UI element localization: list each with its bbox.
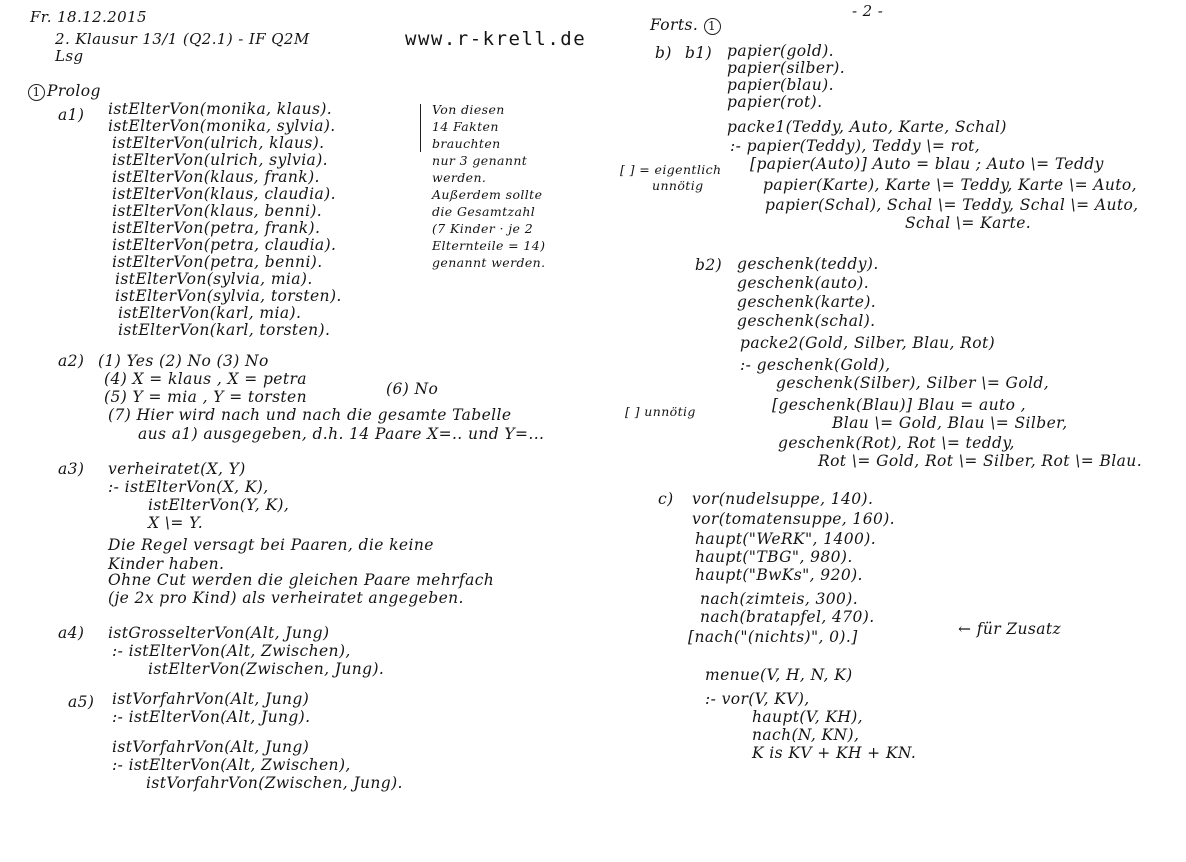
b2-line: packe2(Gold, Silber, Blau, Rot) — [740, 334, 996, 352]
continuation-heading — [650, 16, 723, 35]
b2-label: b2) — [695, 256, 723, 274]
a3-line: :- istElterVon(X, K), — [108, 478, 269, 496]
c-line: vor(tomatensuppe, 160). — [692, 510, 895, 528]
b2-line: [geschenk(Blau)] Blau = auto , — [772, 396, 1026, 414]
right-column — [600, 0, 1186, 862]
a1-fact: istElterVon(monika, klaus). — [108, 100, 333, 118]
b1-line: papier(Schal), Schal \= Teddy, Schal \= Auto, — [765, 196, 1139, 214]
c-line: :- vor(V, KV), — [705, 690, 810, 708]
b1-line: papier(rot). — [727, 93, 823, 111]
a1-note: 14 Fakten — [432, 119, 499, 134]
b2-line: geschenk(karte). — [737, 293, 877, 311]
a1-note: genannt werden. — [432, 255, 546, 270]
a3-line: Ohne Cut werden die gleichen Paare mehrfach — [108, 571, 495, 589]
a3-line: Kinder haben. — [108, 555, 225, 573]
a2-line: (7) Hier wird nach und nach die gesamte Tabelle — [108, 406, 512, 424]
c-line: haupt(V, KH), — [752, 708, 864, 726]
b1-note: [ ] = eigentlich — [620, 162, 722, 177]
exam-title: 2. Klausur 13/1 (Q2.1) - IF Q2M — [55, 30, 310, 48]
a4-label: a4) — [58, 624, 85, 642]
a3-line: istElterVon(Y, K), — [148, 496, 290, 514]
a5-line: :- istElterVon(Alt, Zwischen), — [112, 756, 351, 774]
b1-line: papier(silber). — [727, 59, 846, 77]
a1-fact: istElterVon(karl, torsten). — [118, 321, 331, 339]
a5-line: istVorfahrVon(Alt, Jung) — [112, 690, 310, 708]
b1-line: papier(Karte), Karte \= Teddy, Karte \= Auto, — [763, 176, 1137, 194]
a1-fact: istElterVon(klaus, benni). — [112, 202, 323, 220]
prolog-title: Prolog — [47, 82, 101, 100]
a4-line: :- istElterVon(Alt, Zwischen), — [112, 642, 351, 660]
a1-fact: istElterVon(petra, claudia). — [112, 236, 337, 254]
a1-note: die Gesamtzahl — [432, 204, 536, 219]
b2-line: geschenk(Rot), Rot \= teddy, — [778, 434, 1015, 452]
a2-line: (6) No — [386, 380, 439, 398]
a1-label: a1) — [58, 106, 85, 124]
a3-line: X \= Y. — [148, 514, 204, 532]
b2-note: [ ] unnötig — [625, 404, 696, 419]
prolog-heading — [28, 82, 101, 101]
b2-line: Blau \= Gold, Blau \= Silber, — [832, 414, 1068, 432]
exam-date: Fr. 18.12.2015 — [30, 8, 147, 26]
a3-line: (je 2x pro Kind) als verheiratet angegeben. — [108, 589, 464, 607]
c-line: nach(bratapfel, 470). — [700, 608, 875, 626]
website-url: www.r-krell.de — [405, 28, 587, 50]
a1-note: nur 3 genannt — [432, 153, 528, 168]
b2-line: Rot \= Gold, Rot \= Silber, Rot \= Blau. — [818, 452, 1143, 470]
a3-line: Die Regel versagt bei Paaren, die keine — [108, 536, 434, 554]
b2-line: geschenk(schal). — [737, 312, 876, 330]
c-line: menue(V, H, N, K) — [705, 666, 853, 684]
a3-line: verheiratet(X, Y) — [108, 460, 246, 478]
c-note: ← für Zusatz — [958, 620, 1062, 638]
a1-fact: istElterVon(ulrich, sylvia). — [112, 151, 328, 169]
c-line: nach(zimteis, 300). — [700, 590, 859, 608]
a2-line: (5) Y = mia , Y = torsten — [104, 388, 308, 406]
a1-note: (7 Kinder · je 2 — [432, 221, 534, 236]
c-line: K is KV + KH + KN. — [752, 744, 917, 762]
a1-note: Von diesen — [432, 102, 505, 117]
task-number-circle: 1 — [704, 18, 721, 35]
a1-fact: istElterVon(karl, mia). — [118, 304, 302, 322]
a5-line: :- istElterVon(Alt, Jung). — [112, 708, 311, 726]
a1-fact: istElterVon(klaus, frank). — [112, 168, 320, 186]
c-line: [nach("(nichts)", 0).] — [688, 628, 858, 646]
b1-line: :- papier(Teddy), Teddy \= rot, — [730, 137, 981, 155]
task-number-circle: 1 — [28, 84, 45, 101]
continuation-label: Forts. — [650, 16, 699, 34]
b2-line: :- geschenk(Gold), — [740, 356, 891, 374]
a5-label: a5) — [68, 693, 95, 711]
c-line: haupt("WeRK", 1400). — [695, 530, 877, 548]
b2-line: geschenk(Silber), Silber \= Gold, — [776, 374, 1050, 392]
c-label: c) — [658, 490, 674, 508]
a1-fact: istElterVon(sylvia, mia). — [115, 270, 313, 288]
c-line: haupt("BwKs", 920). — [695, 566, 863, 584]
a1-note: brauchten — [432, 136, 501, 151]
b1-line: packe1(Teddy, Auto, Karte, Schal) — [727, 118, 1007, 136]
a2-line: (1) Yes (2) No (3) No — [98, 352, 269, 370]
a2-line: aus a1) ausgegeben, d.h. 14 Paare X=.. und Y=... — [138, 425, 545, 443]
margin-bracket — [420, 104, 421, 152]
a5-line: istVorfahrVon(Alt, Jung) — [112, 738, 310, 756]
b1-line: papier(blau). — [727, 76, 834, 94]
b1-line: papier(gold). — [727, 42, 834, 60]
c-line: vor(nudelsuppe, 140). — [692, 490, 874, 508]
a1-fact: istElterVon(petra, frank). — [112, 219, 321, 237]
a2-label: a2) — [58, 352, 85, 370]
b1-label: b1) — [685, 44, 713, 62]
a1-fact: istElterVon(ulrich, klaus). — [112, 134, 325, 152]
a4-line: istElterVon(Zwischen, Jung). — [148, 660, 385, 678]
a1-note: Außerdem sollte — [432, 187, 543, 202]
a1-note: werden. — [432, 170, 487, 185]
c-line: haupt("TBG", 980). — [695, 548, 853, 566]
a1-fact: istElterVon(petra, benni). — [112, 253, 323, 271]
b2-line: geschenk(teddy). — [737, 255, 879, 273]
a5-line: istVorfahrVon(Zwischen, Jung). — [146, 774, 403, 792]
a3-label: a3) — [58, 460, 85, 478]
a1-fact: istElterVon(monika, sylvia). — [108, 117, 336, 135]
c-line: nach(N, KN), — [752, 726, 860, 744]
solution-label: Lsg — [55, 47, 84, 65]
a1-note: Elternteile = 14) — [432, 238, 546, 253]
a2-line: (4) X = klaus , X = petra — [104, 370, 307, 388]
b1-line: [papier(Auto)] Auto = blau ; Auto \= Teddy — [750, 155, 1104, 173]
a4-line: istGrosselterVon(Alt, Jung) — [108, 624, 330, 642]
b1-note: unnötig — [652, 178, 704, 193]
a1-fact: istElterVon(sylvia, torsten). — [115, 287, 342, 305]
page-marker: - 2 - — [852, 2, 884, 20]
b2-line: geschenk(auto). — [737, 274, 870, 292]
b1-line: Schal \= Karte. — [905, 214, 1032, 232]
b-label: b) — [655, 44, 672, 62]
a1-fact: istElterVon(klaus, claudia). — [112, 185, 336, 203]
